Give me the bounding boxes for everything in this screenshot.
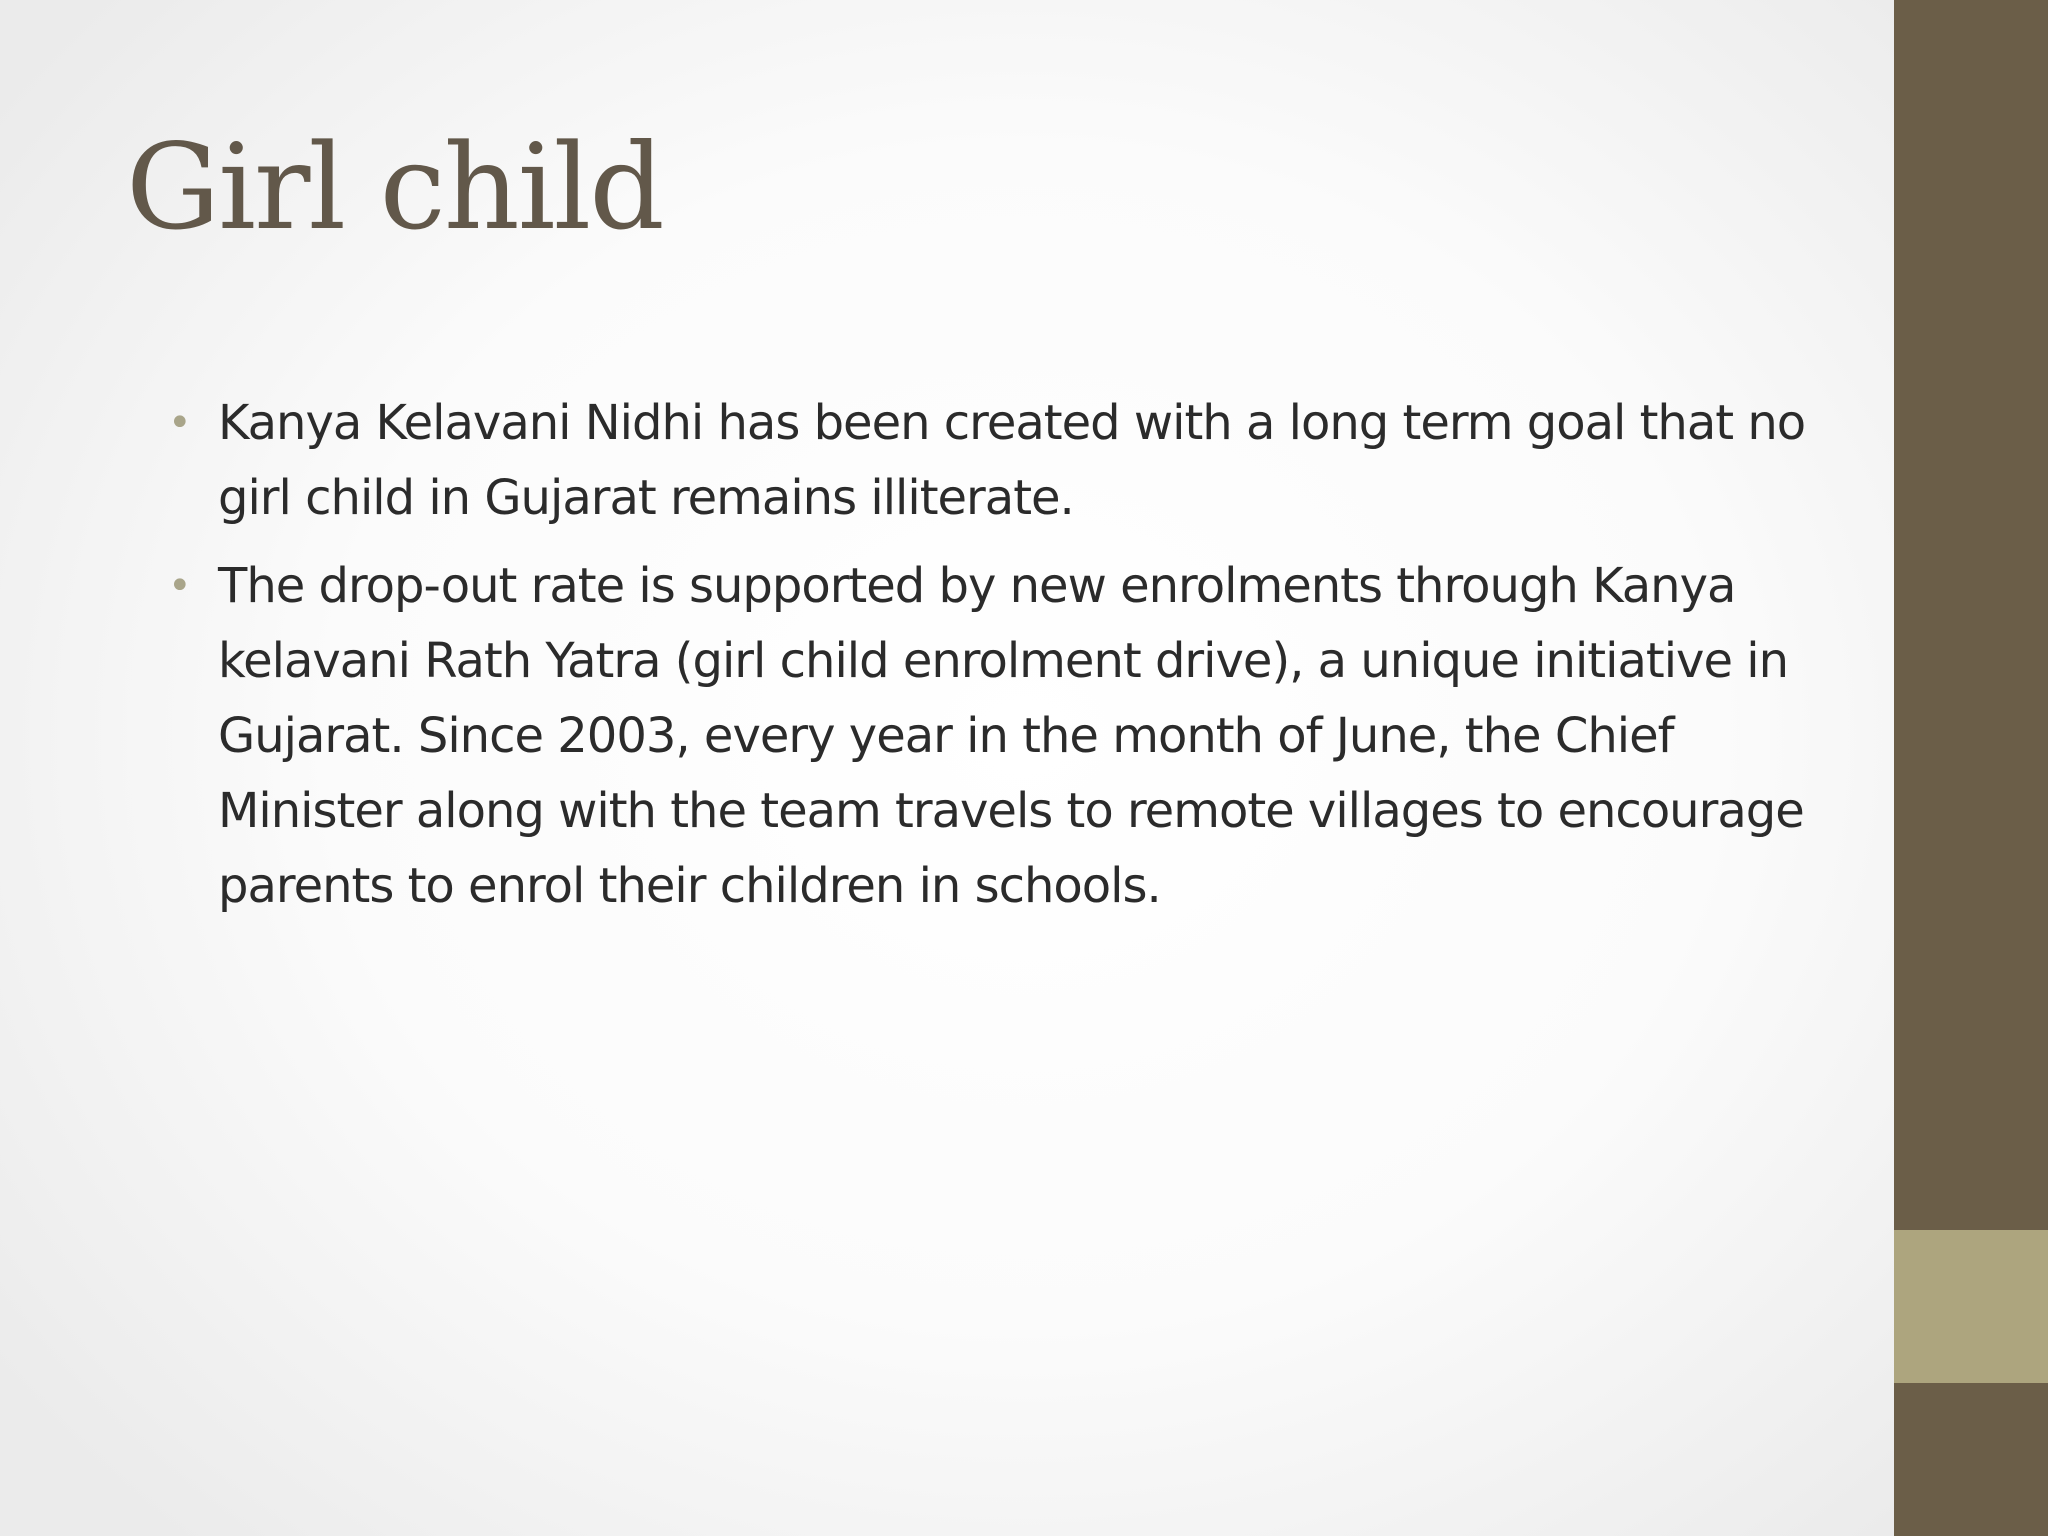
bullet-text: Kanya Kelavani Nidhi has been created with a long term goal that no girl child in Gujarat remains illiterate. — [218, 395, 1806, 526]
side-accent-block — [1894, 1230, 2048, 1383]
bullet-list — [168, 386, 1848, 937]
slide-title: Girl child — [126, 118, 663, 256]
bullet-item — [168, 549, 1848, 924]
bullet-icon: • — [168, 400, 191, 446]
bullet-text: The drop-out rate is supported by new enrolments through Kanya kelavani Rath Yatra (girl child enrolment drive), a unique initiative in Gujarat. Since 2003, every year in the month of June, the Chief Minister along with the team travels to remote villages to encourage parents to enrol their children in schools. — [218, 558, 1804, 914]
bullet-icon: • — [168, 563, 191, 609]
bullet-item — [168, 386, 1848, 536]
